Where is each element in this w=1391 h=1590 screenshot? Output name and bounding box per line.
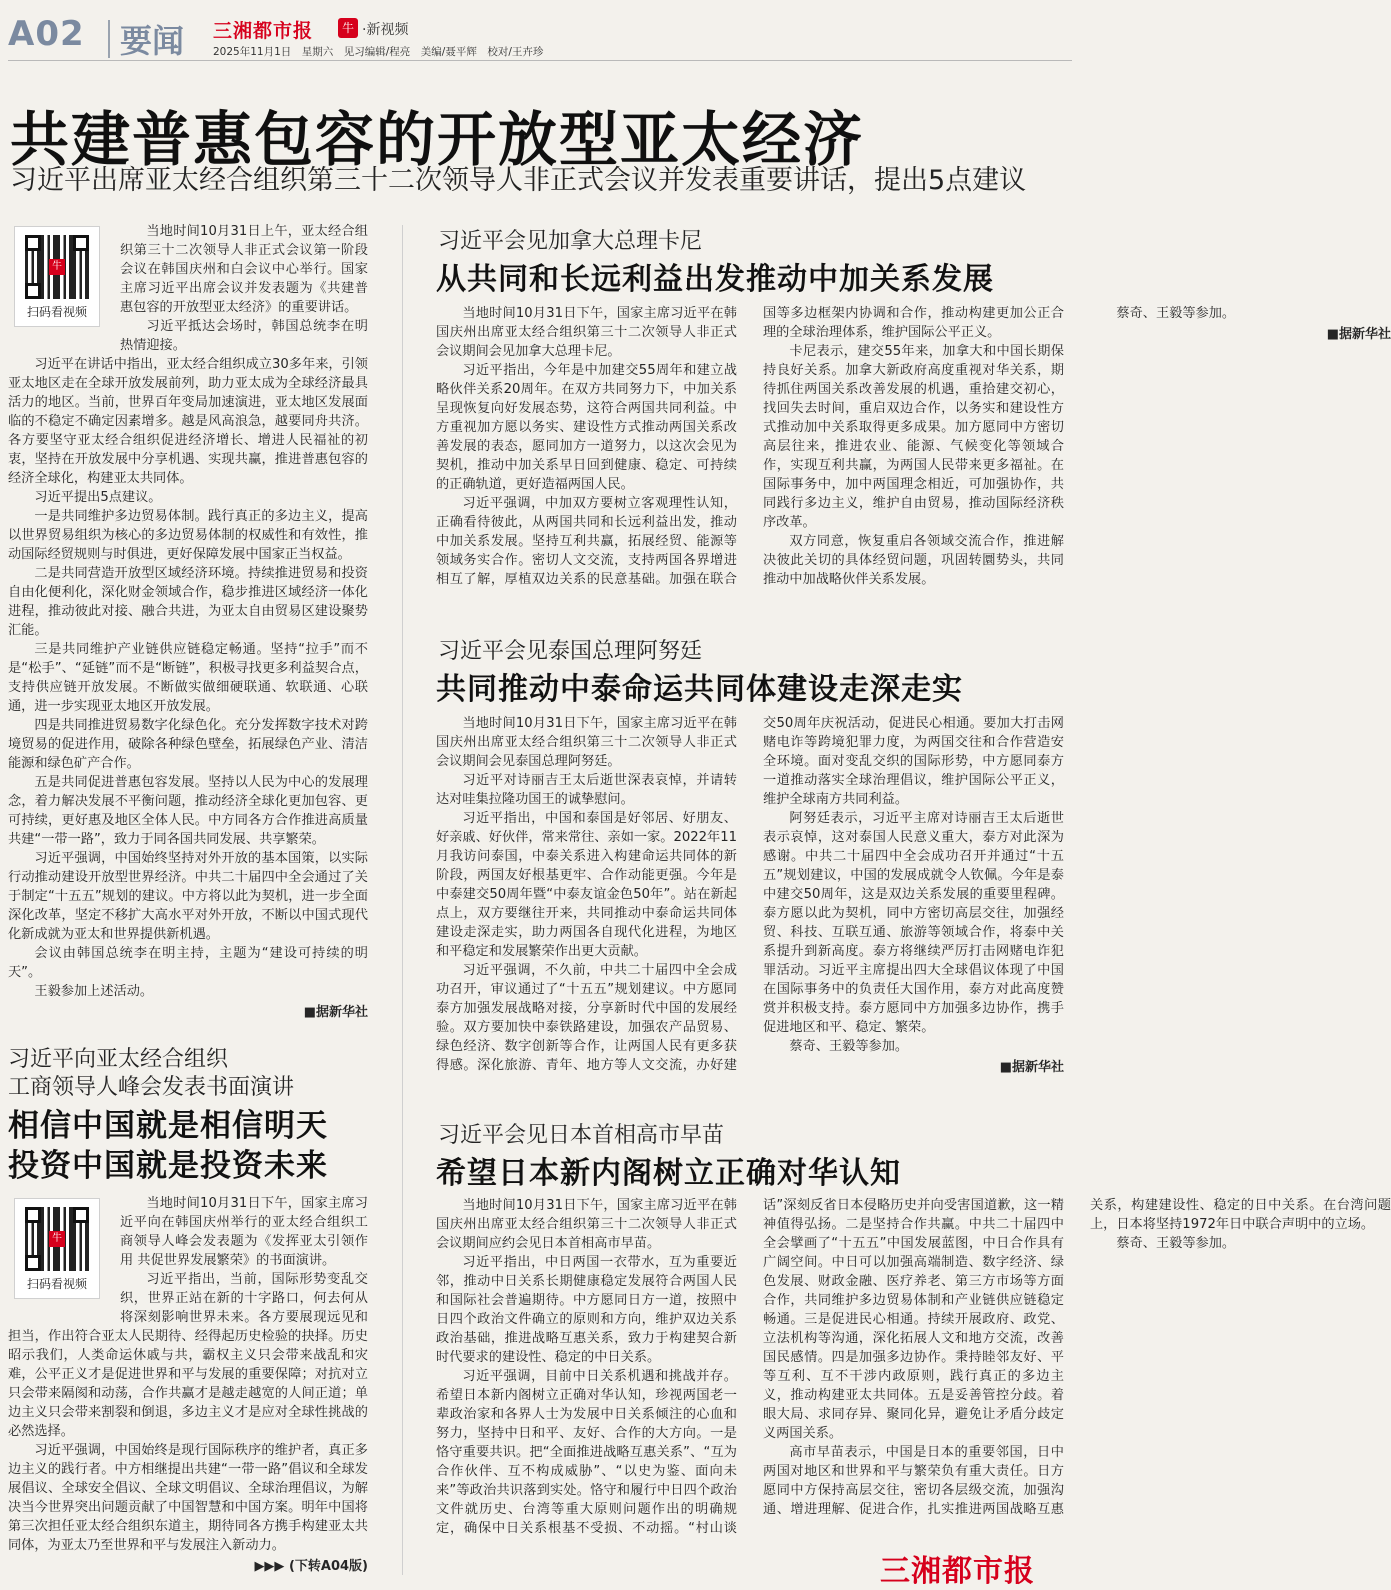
qr-label: 扫码看视频 — [26, 305, 87, 319]
paragraph: 习近平提出5点建议。 — [34, 490, 162, 505]
paragraph: 高市早苗表示，中国是日本的重要邻国，日中两国对地区和世界和平与繁荣负有重大责任。日方愿同中方保持高层交往，密切各层级交流，加强沟通、增进理解、促进合作，扎实推进两国战略互惠关系，构建建设性、稳定的日中关系。在台湾问题上，日本将坚持1972年日中联合声明中的立场。 — [763, 1198, 1391, 1517]
section-name: 要闻 — [120, 22, 185, 60]
paragraph: 一是共同维护多边贸易体制。践行真正的多边主义，提高以世界贸易组织为核心的多边贸易体制的权威性和有效性，推动国际经贸规则与时俱进，更好保障发展中国家正当权益。 — [8, 509, 368, 562]
paragraph: 习近平强调，中加双方要树立客观理性认知，正确看待彼此，从两国共同和长远利益出发，推动中加关系发展。坚持互利共赢，拓展经贸、能源等领域务实合作。密切人文交流，支持两国各界增进相互了解，厚植双边关系的民意基础。加强在联合国等多边框架内协调和合作，推动构建更加公正合理的全球治理体系，维护国际公平正义。 — [436, 306, 1064, 587]
paragraph: 会议由韩国总统李在明主持，主题为“建设可持续的明天”。 — [8, 946, 368, 980]
apec-ceo-title-1: 相信中国就是相信明天 — [8, 1108, 328, 1144]
qr-code-icon: 牛 — [25, 235, 89, 299]
main-subheadline: 习近平出席亚太经合组织第三十二次领导人非正式会议并发表重要讲话，提出5点建议 — [10, 165, 1027, 196]
news-source: ■据新华社 — [1326, 327, 1391, 342]
qr-code-icon: 牛 — [25, 1207, 89, 1271]
column-separator — [402, 225, 403, 1575]
paragraph: 蔡奇、王毅等参加。 — [789, 1039, 909, 1054]
paragraph: 习近平强调，中国始终坚持对外开放的基本国策，以实际行动推动建设开放型世界经济。中共二十届四中全会通过了关于制定“十五五”规划的建议。中方将以此为契机，进一步全面深化改革，坚定不移扩大高水平对外开放，不断以中国式现代化新成就为亚太和世界提供新机遇。 — [8, 851, 368, 942]
paragraph: 二是共同营造开放型区域经济环境。持续推进贸易和投资自由化便利化，深化财金领域合作，稳步推进区域经济一体化进程，推动彼此对接、融合共进，为亚太自由贸易区建设聚势汇能。 — [8, 566, 368, 638]
app-name: ·新视频 — [362, 22, 409, 38]
footer-newspaper-logo: 三湘都市报 — [880, 1554, 1035, 1589]
paragraph: 当地时间10月31日下午，国家主席习近平在韩国庆州出席亚太经合组织第三十二次领导人非正式会议期间应约会见日本首相高市早苗。 — [436, 1198, 737, 1251]
paragraph: 三是共同维护产业链供应链稳定畅通。坚持“拉手”而不是“松手”、“延链”而不是“断链”，积极寻找更多利益契合点，支持供应链开放发展。不断做实做细硬联通、软联通、心联通，进一步实现亚太地区开放发展。 — [8, 642, 368, 714]
paragraph: 习近平强调，目前中日关系机遇和挑战并存。希望日本新内阁树立正确对华认知，珍视两国老一辈政治家和各界人士为发展中日关系倾注的心血和努力，坚持中日和平、友好、合作的大方向。一是恪守重要共识。把“全面推进战略互惠关系”、“互为合作伙伴、互不构成威胁”、“以史为鉴、面向未来”等政治共识落到实处。恪守和履行中日四个政治文件就历史、台湾等重大原则问题作出的明确规定，确保中日关系根基不受损、不动摇。“村山谈话”深刻反省日本侵略历史并向受害国道歉，这一精神值得弘扬。二是坚持合作共赢。中共二十届四中全会擘画了“十五五”中国发展蓝图，中日合作具有广阔空间。中日可以加强高端制造、数字经济、绿色发展、财政金融、医疗养老、第三方市场等方面合作，共同维护多边贸易体制和产业链供应链稳定畅通。三是促进民心相通。持续开展政府、政党、立法机构等沟通，深化拓展人文和地方交流，改善国民感情。四是加强多边协作。秉持睦邻友好、平等互利、互不干涉内政原则，践行真正的多边主义，推动构建亚太共同体。五是妥善管控分歧。着眼大局、求同存异、聚同化异，避免让矛盾分歧定义两国关系。 — [436, 1198, 1064, 1536]
paragraph: 当地时间10月31日上午，亚太经合组织第三十二次领导人非正式会议第一阶段会议在韩国庆州和白会议中心举行。国家主席习近平出席会议并发表题为《共建普惠包容的开放型亚太经济》的重要讲话。 — [120, 224, 368, 315]
paragraph: 阿努廷表示，习近平主席对诗丽吉王太后逝世表示哀悼，这对泰国人民意义重大，泰方对此深为感谢。中共二十届四中全会成功召开并通过“十五五”规划建议，中国的发展成就令人钦佩。今年是泰中建交50周年，这是双边关系发展的重要里程碑。泰方愿以此为契机，同中方密切高层交往，加强经贸、科技、互联互通、旅游等领域合作，将泰中关系提升到新高度。泰方将继续严厉打击网赌电诈犯罪活动。习近平主席提出四大全球倡议体现了中国在国际事务中的负责任大国作用，泰方对此高度赞赏并积极支持。泰方愿同中方加强多边协作，携手促进地区和平、稳定、繁荣。 — [763, 811, 1064, 1035]
paragraph: 卡尼表示，建交55年来，加拿大和中国长期保持良好关系。加拿大新政府高度重视对华关系，期待抓住两国关系改善发展的机遇，重拾建交初心，找回失去时间，重启双边合作，以务实和建设性方式推动加中关系取得更多成果。加方愿同中方密切高层往来，推进农业、能源、气候变化等领域合作，实现互利共赢，为两国人民带来更多福祉。在国际事务中，加中两国理念相近，可加强协作，共同践行多边主义，维护自由贸易，推动国际经济秩序改革。 — [763, 344, 1064, 530]
news-source: ■据新华社 — [303, 1005, 368, 1020]
paragraph: 当地时间10月31日下午，国家主席习近平在韩国庆州出席亚太经合组织第三十二次领导人非正式会议期间会见泰国总理阿努廷。 — [436, 716, 737, 769]
app-logo-icon: 牛 — [338, 18, 358, 38]
paragraph: 习近平指出，中日两国一衣带水，互为重要近邻，推动中日关系长期健康稳定发展符合两国人民和国际社会普遍期待。中方愿同日方一道，按照中日四个政治文件确立的原则和方向，维护双边关系政治基础，推进战略互惠关系，致力于构建契合新时代要求的建设性、稳定的中日关系。 — [436, 1255, 737, 1365]
japan-article — [436, 1196, 1391, 1542]
qr-label: 扫码看视频 — [26, 1277, 87, 1291]
main-headline: 共建普惠包容的开放型亚太经济 — [10, 105, 865, 174]
dateline: 2025年11月1日 星期六 见习编辑/程亮 美编/聂平辉 校对/王卉珍 — [213, 46, 544, 58]
thailand-kicker: 习近平会见泰国总理阿努廷 — [438, 639, 703, 664]
canada-title: 从共同和长远利益出发推动中加关系发展 — [436, 262, 994, 297]
apec-ceo-title-2: 投资中国就是投资未来 — [8, 1148, 328, 1184]
paragraph: 习近平在讲话中指出，亚太经合组织成立30多年来，引领亚太地区走在全球开放发展前列，助力亚太成为全球经济最具活力的地区。当前，世界百年变局加速演进，亚太地区发展面临的不稳定不确定因素增多。越是风高浪急，越要同舟共济。各方要坚守亚太经合组织促进经济增长、增进人民福祉的初衷，坚持在开放发展中分享机遇、实现共赢，推进普惠包容的经济全球化，构建亚太共同体。 — [8, 357, 368, 486]
page-number: A02 — [8, 14, 85, 54]
japan-title: 希望日本新内阁树立正确对华认知 — [436, 1156, 901, 1191]
masthead-rule — [8, 60, 1072, 61]
news-source: ■据新华社 — [999, 1060, 1064, 1075]
paragraph: 习近平强调，不久前，中共二十届四中全会成功召开，审议通过了“十五五”规划建议。中方愿同泰方加强发展战略对接，分享新时代中国的发展经验。双方要加快中泰铁路建设，加强农产品贸易、绿色经济、数字创新等合作，让两国人民有更多获得感。深化旅游、青年、地方等人文交流，办好建交50周年庆祝活动，促进民心相通。要加大打击网赌电诈等跨境犯罪力度，为两国交往和合作营造安全环境。面对变乱交织的国际形势，中方愿同泰方一道推动落实全球治理倡议，维护国际公平正义，维护全球南方共同利益。 — [436, 716, 1064, 1073]
paragraph: 当地时间10月31日下午，国家主席习近平向在韩国庆州举行的亚太经合组织工商领导人峰会发表题为《发挥亚太引领作用 共促世界发展繁荣》的书面演讲。 — [120, 1196, 368, 1268]
japan-kicker: 习近平会见日本首相高市早苗 — [438, 1123, 725, 1148]
apec-ceo-kicker-2: 工商领导人峰会发表书面演讲 — [8, 1075, 295, 1100]
apec-ceo-article — [8, 1194, 368, 1576]
paragraph: 习近平指出，今年是中加建交55周年和建立战略伙伴关系20周年。在双方共同努力下，中加关系呈现恢复向好发展态势，这符合两国共同利益。中方重视加方愿以务实、建设性方式推动两国关系改善发展的表态，愿同加方一道努力，以这次会见为契机，推动中加关系早日回到健康、稳定、可持续的正确轨道，更好造福两国人民。 — [436, 363, 737, 492]
paragraph: 习近平对诗丽吉王太后逝世深表哀悼，并请转达对哇集拉隆功国王的诚挚慰问。 — [436, 773, 737, 807]
paragraph: 习近平指出，中国和泰国是好邻居、好朋友、好亲戚、好伙伴，常来常往、亲如一家。2022年11月我访问泰国，中泰关系进入构建命运共同体的新阶段，两国友好根基更牢、合作动能更强。今年是中泰建交50周年暨“中泰友谊金色50年”。站在新起点上，双方要继往开来，共同推动中泰命运共同体建设走深走实，助力两国各自现代化进程，为地区和平稳定和发展繁荣作出更大贡献。 — [436, 811, 737, 959]
lead-article — [8, 222, 368, 1022]
paragraph: 王毅参加上述活动。 — [34, 984, 154, 999]
paragraph: 习近平抵达会场时，韩国总统李在明热情迎接。 — [120, 319, 368, 353]
thailand-article — [436, 714, 1064, 1080]
newspaper-name: 三湘都市报 — [213, 20, 314, 42]
continued-link[interactable]: ▶▶▶ (下转A04版) — [254, 1559, 368, 1574]
masthead-divider — [108, 20, 110, 58]
canada-article — [436, 304, 1391, 602]
masthead — [8, 8, 1072, 58]
paragraph: 蔡奇、王毅等参加。 — [1116, 306, 1236, 321]
paragraph: 蔡奇、王毅等参加。 — [1116, 1236, 1236, 1251]
thailand-title: 共同推动中泰命运共同体建设走深走实 — [436, 672, 963, 707]
canada-kicker: 习近平会见加拿大总理卡尼 — [438, 229, 703, 254]
paragraph: 习近平强调，中国始终是现行国际秩序的维护者，真正多边主义的践行者。中方相继提出共建“一带一路”倡议和全球发展倡议、全球安全倡议、全球文明倡议、全球治理倡议，为解决当今世界突出问题贡献了中国智慧和中国方案。明年中国将第三次担任亚太经合组织东道主，期待同各方携手构建亚太共同体，为亚太乃至世界和平与发展注入新动力。 — [8, 1443, 368, 1553]
apec-ceo-kicker-1: 习近平向亚太经合组织 — [8, 1047, 229, 1072]
paragraph: 五是共同促进普惠包容发展。坚持以人民为中心的发展理念，着力解决发展不平衡问题，推动经济全球化更加包容、更可持续，更好惠及地区全体人民。中方同各方合作推进高质量共建“一带一路”，致力于同各国共同发展、共享繁荣。 — [8, 775, 368, 847]
paragraph: 习近平指出，当前，国际形势变乱交织，世界正站在新的十字路口，何去何从将深刻影响世界未来。各方要展现远见和担当，作出符合亚太人民期待、经得起历史检验的抉择。历史昭示我们，人类命运休戚与共，霸权主义只会带来战乱和灾难，公平正义才是促进世界和平与发展的重要保障；对抗对立只会带来隔阂和动荡，合作共赢才是越走越宽的人间正道；单边主义只会带来割裂和倒退，多边主义才是应对全球性挑战的必然选择。 — [8, 1272, 368, 1439]
paragraph: 当地时间10月31日下午，国家主席习近平在韩国庆州出席亚太经合组织第三十二次领导人非正式会议期间会见加拿大总理卡尼。 — [436, 306, 737, 359]
paragraph: 四是共同推进贸易数字化绿色化。充分发挥数字技术对跨境贸易的促进作用，破除各种绿色壁垒，拓展绿色产业、清洁能源和绿色矿产合作。 — [8, 718, 368, 771]
paragraph: 双方同意，恢复重启各领域交流合作，推进解决彼此关切的具体经贸问题，巩固转圜势头，共同推动中加战略伙伴关系发展。 — [763, 534, 1064, 587]
